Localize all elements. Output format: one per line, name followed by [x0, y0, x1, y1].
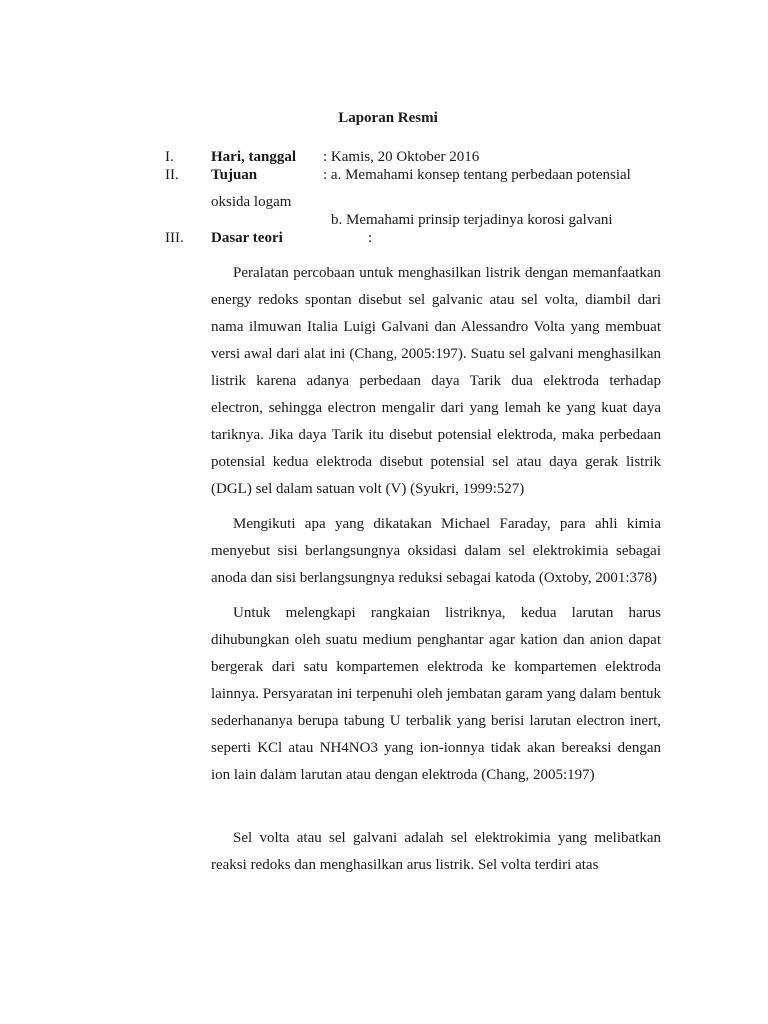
section-value-dasar: : [368, 230, 373, 246]
section-label-dasar: Dasar teori [211, 230, 283, 246]
paragraph-4: Sel volta atau sel galvani adalah sel elektrokimia yang melibatkan reaksi redoks dan menghasilkan arus listrik. Sel volta terdiri atas [211, 830, 661, 873]
paragraph-1: Peralatan percobaan untuk menghasilkan listrik dengan memanfaatkan energy redoks spontan disebut sel galvanic atau sel volta, diambil dari nama ilmuwan Italia Luigi Galvani dan Alessandro Volta yang membuat versi awal dari alat ini (Chang, 2005:197). Suatu sel galvani menghasilkan listrik karena adanya perbedaan daya Tarik dua elektroda terhadap electron, sehingga electron mengalir dari yang lemah ke yang kuat daya tariknya. Jika daya Tarik itu disebut potensial elektroda, maka perbedaan potensial kedua elektroda disebut potensial sel atau daya gerak listrik (DGL) sel dalam satuan volt (V) (Syukri, 1999:527) [211, 265, 661, 497]
section-value-tujuan-b: b. Memahami prinsip terjadinya korosi galvani [331, 212, 613, 228]
paragraph-3: Untuk melengkapi rangkaian listriknya, kedua larutan harus dihubungkan oleh suatu medium penghantar agar kation dan anion dapat bergerak dari satu kompartemen elektroda ke kompartemen elektroda lainnya. Persyaratan ini terpenuhi oleh jembatan garam yang dalam bentuk sederhananya berupa tabung U terbalik yang berisi larutan electron inert, seperti KCl atau NH4NO3 yang ion-ionnya tidak akan bereaksi dengan ion lain dalam larutan atau dengan elektroda (Chang, 2005:197) [211, 605, 661, 783]
section-value-hari: : Kamis, 20 Oktober 2016 [323, 149, 480, 165]
section-label-tujuan: Tujuan [211, 167, 258, 183]
section-number-3: III. [165, 230, 184, 246]
section-value-tujuan-a: : a. Memahami konsep tentang perbedaan potensial [323, 167, 631, 183]
paragraph-2: Mengikuti apa yang dikatakan Michael Faraday, para ahli kimia menyebut sisi berlangsungnya oksidasi dalam sel elektrokimia sebagai anoda dan sisi berlangsungnya reduksi sebagai katoda (Oxtoby, 2001:378) [211, 516, 661, 586]
section-number-1: I. [165, 149, 174, 165]
section-number-2: II. [165, 167, 179, 183]
section-value-tujuan-a-cont: oksida logam [211, 194, 292, 210]
document-title: Laporan Resmi [338, 110, 438, 126]
section-label-hari: Hari, tanggal [211, 149, 296, 165]
